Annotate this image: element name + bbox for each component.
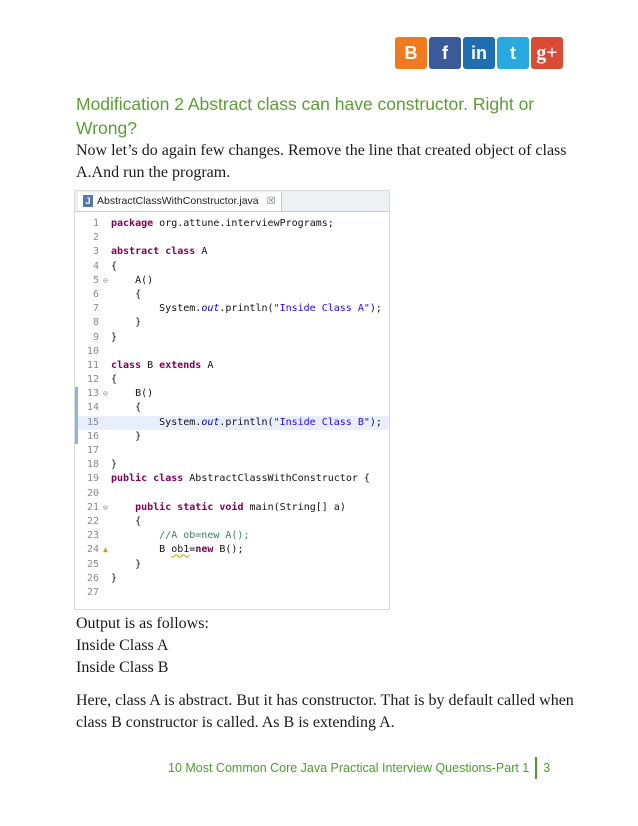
editor-tab[interactable] [78,192,282,211]
section-heading: Modification 2 Abstract class can have constructor. Right or Wrong? [76,94,535,138]
code-line: 19 public class AbstractClassWithConstructor { [86,473,370,485]
code-line: 16 } [75,430,389,444]
code-line: 24 ▲ B ob1=new B(); [86,544,244,556]
code-line: 3 abstract class A [92,246,208,258]
output-title: Output is as follows: [76,615,209,632]
facebook-icon[interactable]: f [429,37,461,69]
code-line: 17 [86,445,99,456]
code-line: 11 class B extends A [86,359,214,371]
blogger-icon[interactable]: B [395,37,427,69]
intro-paragraph: Now let’s do again few changes. Remove the line that created object of class A.And run the program. [76,142,567,181]
output-line-2: Inside Class B [76,659,169,676]
explanation-paragraph: Here, class A is abstract. But it has constructor. That is by default called when class B constructor is called. As B is extending A. [76,692,574,731]
code-line: 5 ⊖ A() [92,274,154,286]
code-line: 8 } [92,317,142,329]
editor-tab-label: AbstractClassWithConstructor.java [97,195,259,207]
warning-icon: ▲ [103,545,108,555]
code-line: 1 package org.attune.interviewPrograms; [92,218,334,229]
code-line: 26 } [86,572,118,584]
code-line: 9 } [92,331,118,343]
page-number: 3 [543,761,551,775]
editor-tab-bar [75,191,389,212]
code-line-highlighted: 15 System.out.println("Inside Class B"); [75,416,389,430]
code-line: 2 [92,232,99,244]
social-share-bar [395,37,563,69]
code-body [75,212,389,600]
code-line: 21 ⊖ public static void main(String[] a) [86,501,346,513]
footer-divider [535,757,537,779]
code-line: 4 { [92,260,118,272]
twitter-icon[interactable]: t [497,37,529,69]
code-line: 6 { [92,288,142,300]
code-line: 23 //A ob=new A(); [86,530,250,542]
code-line: 13 ⊖ B() [75,387,389,401]
code-line: 10 [86,345,99,357]
output-line-1: Inside Class A [76,637,169,654]
code-line: 22 { [86,515,142,527]
code-line: 7 System.out.println("Inside Class A"); [92,303,382,315]
page-footer [168,757,550,779]
footer-title: 10 Most Common Core Java Practical Interview Questions-Part 1 [168,761,530,775]
java-file-icon: J [83,195,93,207]
code-line: 12 { [86,374,118,386]
code-line: 25 } [86,558,142,570]
code-line: 18 } [86,459,118,471]
code-line: 27 [86,586,99,598]
close-icon[interactable]: ☒ [266,195,276,207]
linkedin-icon[interactable]: in [463,37,495,69]
code-line: 20 [86,487,99,499]
code-editor-screenshot [74,190,390,610]
code-line: 14 { [75,401,389,415]
google-plus-icon[interactable]: g+ [531,37,563,69]
